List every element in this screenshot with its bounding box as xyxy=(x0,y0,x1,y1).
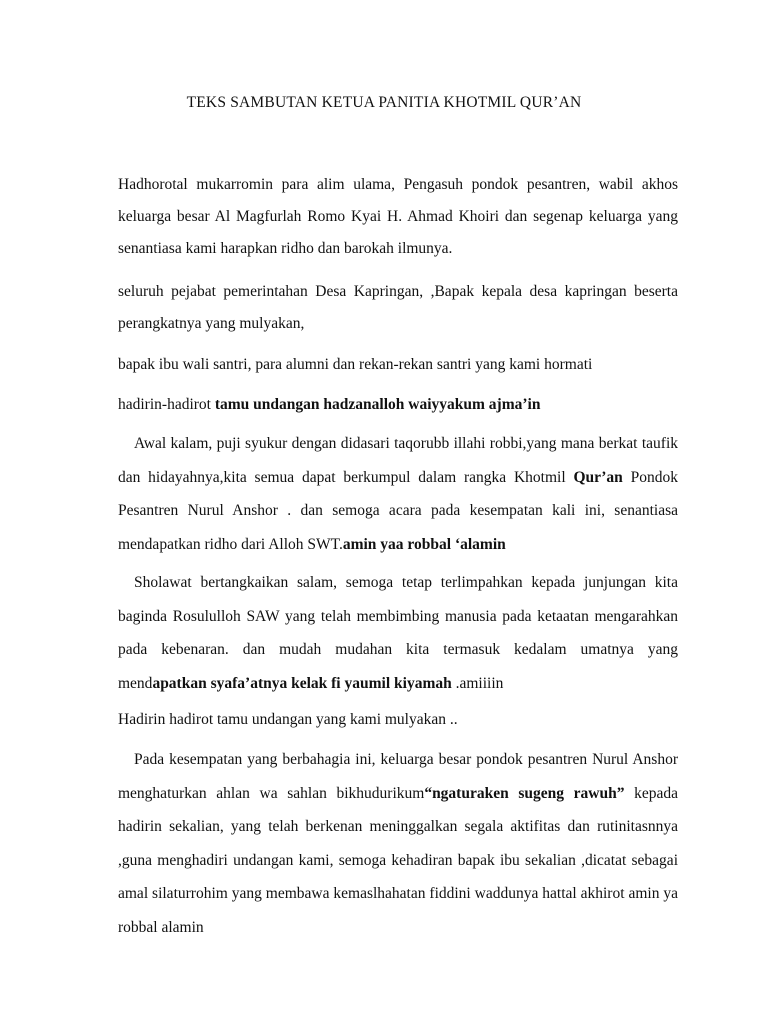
guests-greeting-text: hadirin-hadirot xyxy=(118,396,215,413)
opening-amin-bold: amin yaa robbal ‘alamin xyxy=(342,535,506,553)
guests-greeting-bold: tamu undangan hadzanalloh waiyyakum ajma’in xyxy=(214,396,541,413)
sholawat-text-a: Sholawat bertangkaikan salam, semoga tetap terlimpahkan kepada junjungan kita baginda Rosululloh SAW yang telah membimbing manusia pada ketaatan mengarahkan pada kebenaran. dan mudah mudahan kita termasuk kedalam umatnya yang mend xyxy=(118,574,678,692)
welcome-bold: “ngaturaken sugeng rawuh” xyxy=(424,784,625,802)
paragraph-greeting-guests: Hadirin hadirot tamu undangan yang kami mulyakan .. xyxy=(118,711,458,728)
welcome-text-c: kepada hadirin sekalian, yang telah berkenan meninggalkan segala aktifitas dan rutinitasnnya ,guna menghadiri undangan kami, semoga kehadiran bapak ibu sekalian ,dicatat sebagai amal silaturrohim yang membawa kemaslhahatan fiddini waddunya hattal akhirot amin ya robbal alamin xyxy=(118,784,679,936)
sholawat-bold: apatkan syafa’atnya kelak fi yaumil kiyamah xyxy=(152,674,452,692)
paragraph-opening xyxy=(118,427,678,561)
paragraph-salutation-guests xyxy=(118,388,678,422)
paragraph-salutation-officials: seluruh pejabat pemerintahan Desa Kapringan, ,Bapak kepala desa kapringan beserta perangkatnya yang mulyakan, xyxy=(118,283,678,332)
welcome-text-a: Pada kesempatan yang berbahagia ini, keluarga besar pondok pesantren Nurul Anshor menghaturkan ahlan wa sahlan bikhudurikum xyxy=(118,751,678,802)
paragraph-salutation-ulama: Hadhorotal mukarromin para alim ulama, Pengasuh pondok pesantren, wabil akhos keluarga besar Al Magfurlah Romo Kyai H. Ahmad Khoiri dan segenap keluarga yang senantiasa kami harapkan ridho dan barokah ilmunya. xyxy=(118,176,678,257)
opening-text-a: Awal kalam, puji syukur dengan didasari taqorubb illahi robbi,yang mana berkat taufik dan hidayahnya,kita semua dapat berkumpul dalam rangka Khotmil xyxy=(118,435,678,486)
opening-text-c: Pondok Pesantren Nurul Anshor . dan semoga acara pada kesempatan kali ini, senantiasa mendapatkan ridho dari Alloh SWT. xyxy=(118,468,678,553)
opening-quran-bold: Qur’an xyxy=(573,468,623,486)
paragraph-welcome xyxy=(118,743,678,944)
paragraph-sholawat xyxy=(118,566,678,700)
paragraph-salutation-guardians: bapak ibu wali santri, para alumni dan rekan-rekan santri yang kami hormati xyxy=(118,356,593,373)
document-title: TEKS SAMBUTAN KETUA PANITIA KHOTMIL QUR’AN xyxy=(186,94,582,111)
sholawat-text-c: .amiiiin xyxy=(451,674,504,692)
